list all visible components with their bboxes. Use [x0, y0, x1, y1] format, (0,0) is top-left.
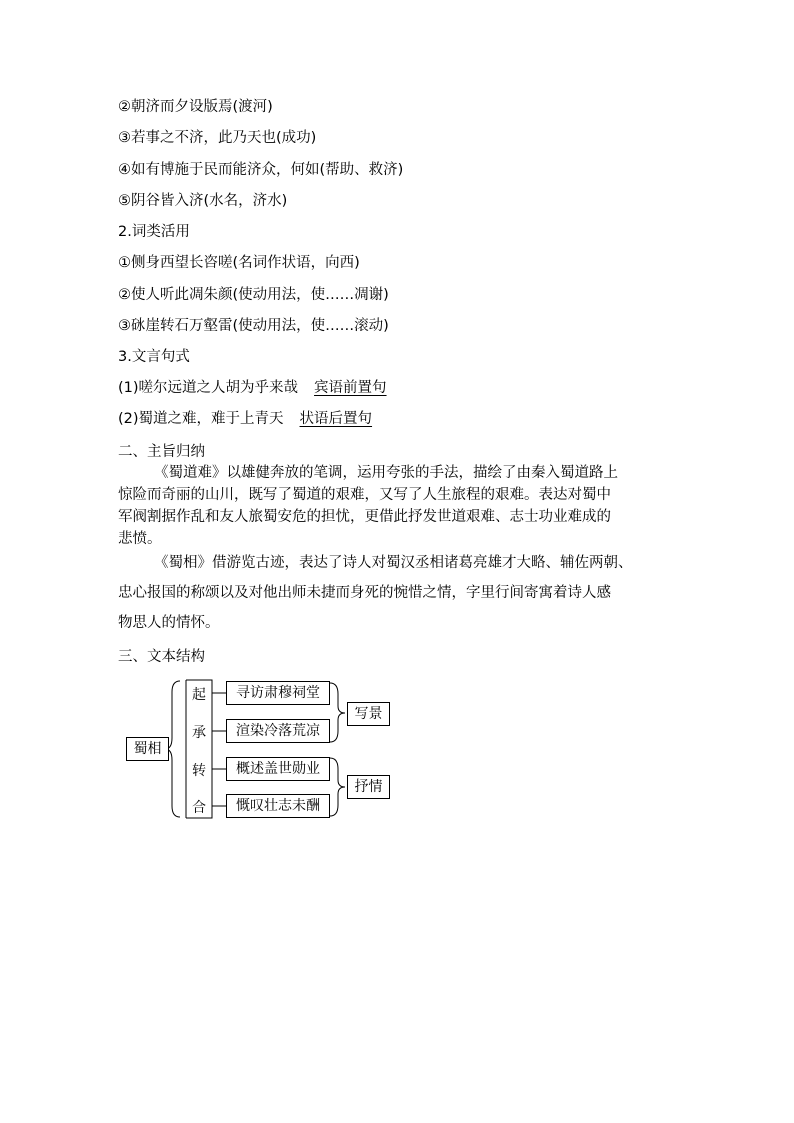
section-heading: 2.词类活用: [118, 224, 190, 240]
stage-label: 承: [192, 725, 206, 741]
paragraph-line: 惊险而奇丽的山川，既写了蜀道的艰难，又写了人生旅程的艰难。表达对蜀中: [118, 487, 611, 503]
text-line: ③砯崖转石万壑雷(使动用法，使……滚动): [118, 318, 389, 334]
sentence-text: (1)嗟尔远道之人胡为乎来哉: [118, 380, 299, 396]
text-line: ②朝济而夕设版焉(渡河): [118, 99, 273, 115]
text-line: ②使人听此凋朱颜(使动用法，使……凋谢): [118, 287, 389, 303]
paragraph-line: 悲愤。: [118, 531, 162, 547]
paragraph-line: 《蜀道难》以雄健奔放的笔调，运用夸张的手法，描绘了由秦入蜀道路上: [154, 465, 618, 481]
section-heading: 3.文言句式: [118, 349, 190, 365]
structure-item-box: 寻访肃穆祠堂: [226, 681, 330, 705]
stage-label: 转: [192, 763, 206, 779]
paragraph-line: 《蜀相》借游览古迹，表达了诗人对蜀汉丞相诸葛亮雄才大略、辅佐两朝、: [154, 555, 633, 571]
paragraph-line: 忠心报国的称颂以及对他出师未捷而身死的惋惜之情，字里行间寄寓着诗人感: [118, 585, 611, 601]
group-label-box: 写景: [347, 702, 390, 726]
structure-item-box: 慨叹壮志未酬: [226, 794, 330, 818]
sentence-pattern-item: [118, 410, 372, 428]
structure-item-box: 概述盖世勋业: [226, 757, 330, 781]
text-line: ⑤阴谷皆入济(水名，济水): [118, 193, 288, 209]
structure-root-box: 蜀相: [126, 737, 169, 761]
section-heading: 三、文本结构: [118, 649, 205, 665]
group-label-box: 抒情: [347, 775, 390, 799]
paragraph-line: 军阀割据作乱和友人旅蜀安危的担忧，更借此抒发世道艰难、志士功业难成的: [118, 509, 611, 525]
summary-paragraph-2: [118, 548, 678, 638]
section-heading: 二、主旨归纳: [118, 444, 205, 460]
sentence-pattern-item: [118, 379, 387, 397]
stage-label: 合: [192, 800, 206, 816]
paragraph-line: 物思人的情怀。: [118, 615, 220, 631]
summary-paragraph-1: [118, 462, 678, 550]
text-line: ③若事之不济，此乃天也(成功): [118, 130, 317, 146]
structure-item-box: 渲染冷落荒凉: [226, 719, 330, 743]
sentence-answer: 宾语前置句: [314, 380, 387, 396]
sentence-text: (2)蜀道之难，难于上青天: [118, 411, 284, 427]
sentence-answer: 状语后置句: [299, 411, 373, 427]
stage-label: 起: [192, 687, 206, 703]
text-line: ①侧身西望长咨嗟(名词作状语，向西): [118, 255, 360, 271]
text-line: ④如有博施于民而能济众，何如(帮助、救济): [118, 162, 404, 178]
